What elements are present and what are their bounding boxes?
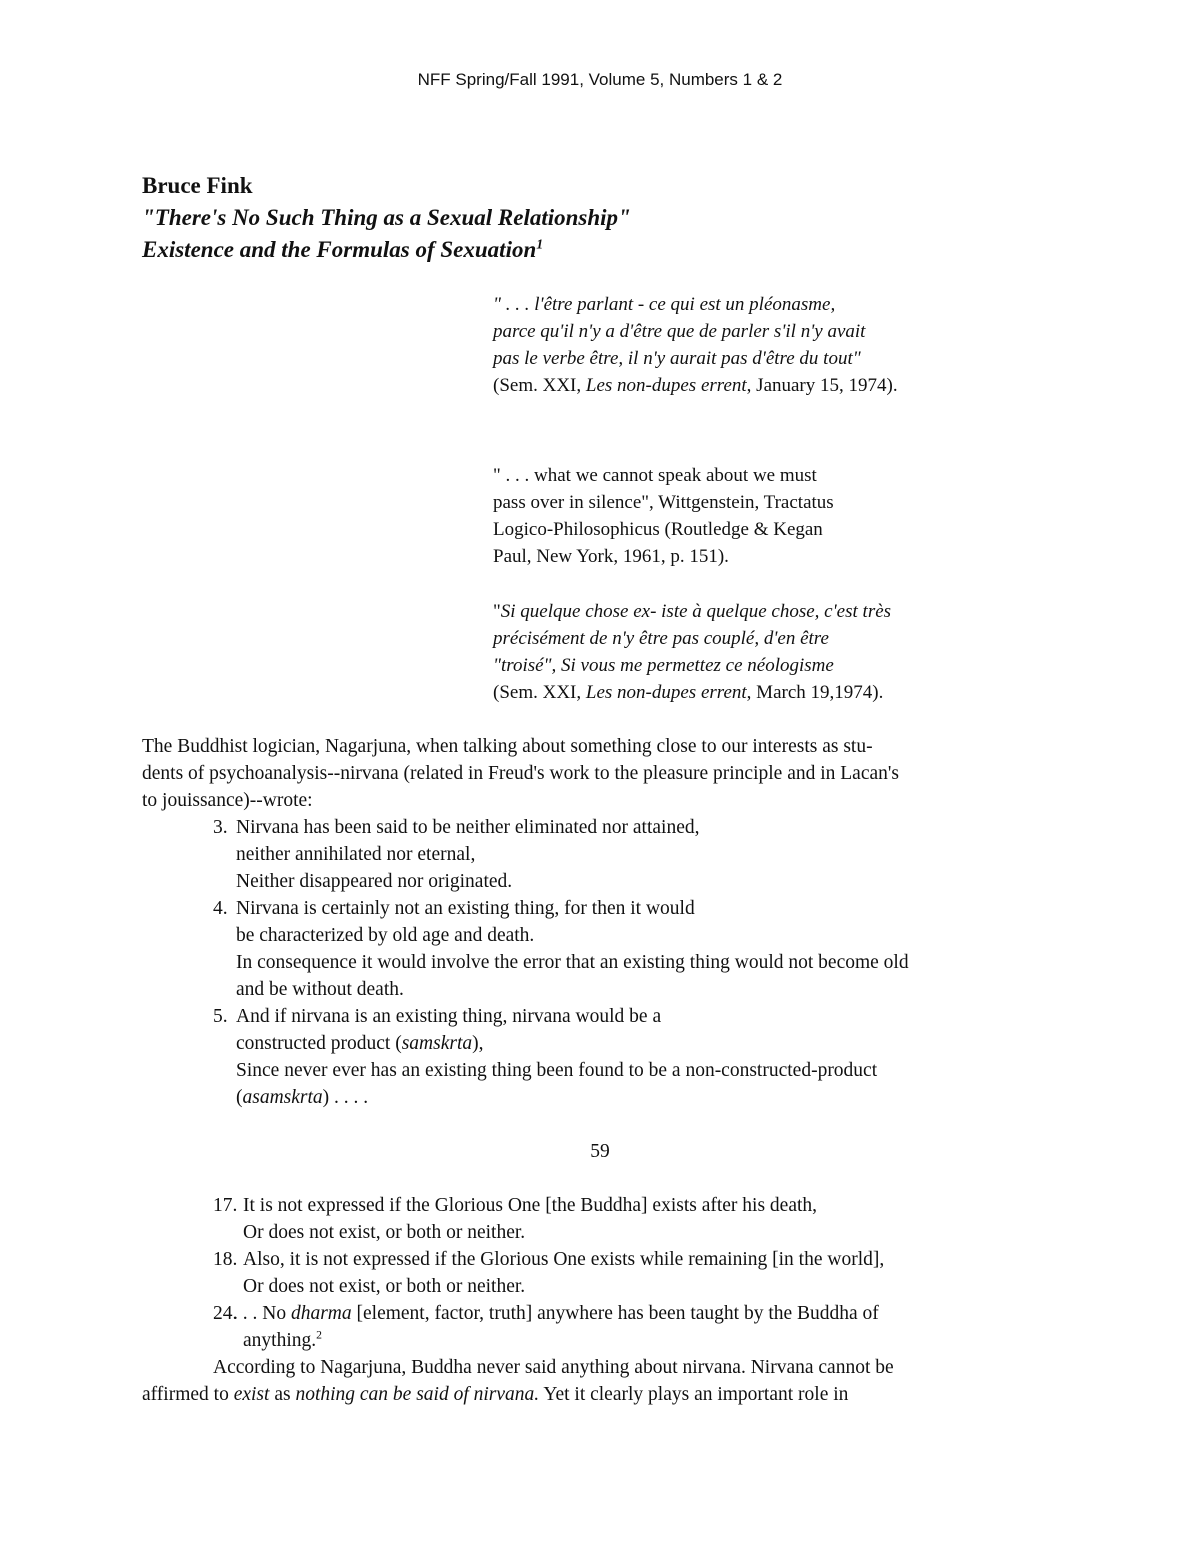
- verse-5: [213, 1003, 878, 1111]
- text-line: to jouissance)--wrote:: [142, 790, 313, 811]
- verse-line: and be without death.: [236, 979, 404, 1000]
- verse-number: 24.: [213, 1303, 238, 1324]
- epigraph-line: "Si quelque chose ex- iste à quelque chose, c'est très: [493, 601, 892, 622]
- verse-line: Also, it is not expressed if the Glorious One exists while remaining [in the world],: [243, 1249, 885, 1270]
- verse-line: Neither disappeared nor originated.: [236, 871, 513, 892]
- intro-paragraph: [142, 733, 1062, 814]
- verse-number: 3.: [213, 817, 228, 838]
- verse-number: 18.: [213, 1249, 238, 1270]
- text-line: The Buddhist logician, Nagarjuna, when talking about something close to our interests as stu-: [142, 736, 873, 757]
- verse-line: Nirvana is certainly not an existing thing, for then it would: [236, 898, 695, 919]
- epigraph-line: pas le verbe être, il n'y aurait pas d'être du tout": [493, 348, 861, 369]
- footnote-ref-1[interactable]: 1: [536, 236, 544, 252]
- verse-24: [213, 1300, 879, 1354]
- epigraph-line: Logico-Philosophicus (Routledge & Kegan: [493, 519, 823, 540]
- epigraph-citation: (Sem. XXI, Les non-dupes errent, January 15, 1974).: [493, 375, 898, 396]
- text-line: dents of psychoanalysis--nirvana (related in Freud's work to the pleasure principle and in Lacan's: [142, 763, 899, 784]
- epigraph-lacan-1: [493, 291, 1093, 399]
- epigraph-line: Paul, New York, 1961, p. 151).: [493, 546, 729, 567]
- article-subtitle: Existence and the Formulas of Sexuation$^1$: [142, 236, 544, 262]
- closing-paragraph: [142, 1354, 1062, 1408]
- text-line: According to Nagarjuna, Buddha never said anything about nirvana. Nirvana cannot be: [213, 1357, 894, 1378]
- verse-line: In consequence it would involve the error that an existing thing would not become old: [236, 952, 909, 973]
- epigraph-line: " . . . l'être parlant - ce qui est un pléonasme,: [493, 294, 836, 315]
- verse-17: [213, 1192, 818, 1246]
- verse-line: neither annihilated nor eternal,: [236, 844, 476, 865]
- verse-line: Or does not exist, or both or neither.: [243, 1222, 526, 1243]
- verse-18: [213, 1246, 885, 1300]
- verse-line: constructed product (samskrta),: [236, 1033, 484, 1054]
- verse-line: It is not expressed if the Glorious One [the Buddha] exists after his death,: [243, 1195, 818, 1216]
- epigraph-line: " . . . what we cannot speak about we must: [493, 465, 817, 486]
- verse-number: 17.: [213, 1195, 238, 1216]
- verse-line: be characterized by old age and death.: [236, 925, 535, 946]
- verse-line: . . . No dharma [element, factor, truth] anywhere has been taught by the Buddha of: [233, 1303, 879, 1324]
- epigraph-line: "troisé", Si vous me permettez ce néologisme: [493, 655, 834, 676]
- footnote-ref-2[interactable]: 2: [316, 1328, 322, 1342]
- running-header: NFF Spring/Fall 1991, Volume 5, Numbers 1 & 2: [417, 70, 783, 89]
- author-name: Bruce Fink: [142, 173, 253, 198]
- epigraph-line: précisément de n'y être pas couplé, d'en être: [493, 628, 829, 649]
- verse-line: anything.$^2$: [243, 1328, 322, 1351]
- verse-3: [213, 814, 700, 895]
- verse-line: (asamskrta) . . . .: [236, 1087, 369, 1108]
- verse-line: Or does not exist, or both or neither.: [243, 1276, 526, 1297]
- article-title: "There's No Such Thing as a Sexual Relationship": [142, 205, 631, 230]
- epigraph-line: parce qu'il n'y a d'être que de parler s'il n'y avait: [493, 321, 866, 342]
- epigraph-line: pass over in silence", Wittgenstein, Tractatus: [493, 492, 834, 513]
- epigraph-citation: (Sem. XXI, Les non-dupes errent, March 19,1974).: [493, 682, 884, 703]
- epigraph-lacan-2: [493, 598, 1093, 706]
- verse-line: Since never ever has an existing thing been found to be a non-constructed-product: [236, 1060, 878, 1081]
- page-number: 59: [590, 1141, 610, 1162]
- verse-line: And if nirvana is an existing thing, nirvana would be a: [236, 1006, 662, 1027]
- verse-line: Nirvana has been said to be neither eliminated nor attained,: [236, 817, 700, 838]
- verse-number: 5.: [213, 1006, 228, 1027]
- verse-4: [213, 895, 909, 1003]
- article-title-block: [142, 170, 631, 266]
- text-line: affirmed to exist as nothing can be said of nirvana. Yet it clearly plays an important role in: [142, 1384, 849, 1405]
- verse-number: 4.: [213, 898, 228, 919]
- epigraph-wittgenstein: [493, 462, 1093, 570]
